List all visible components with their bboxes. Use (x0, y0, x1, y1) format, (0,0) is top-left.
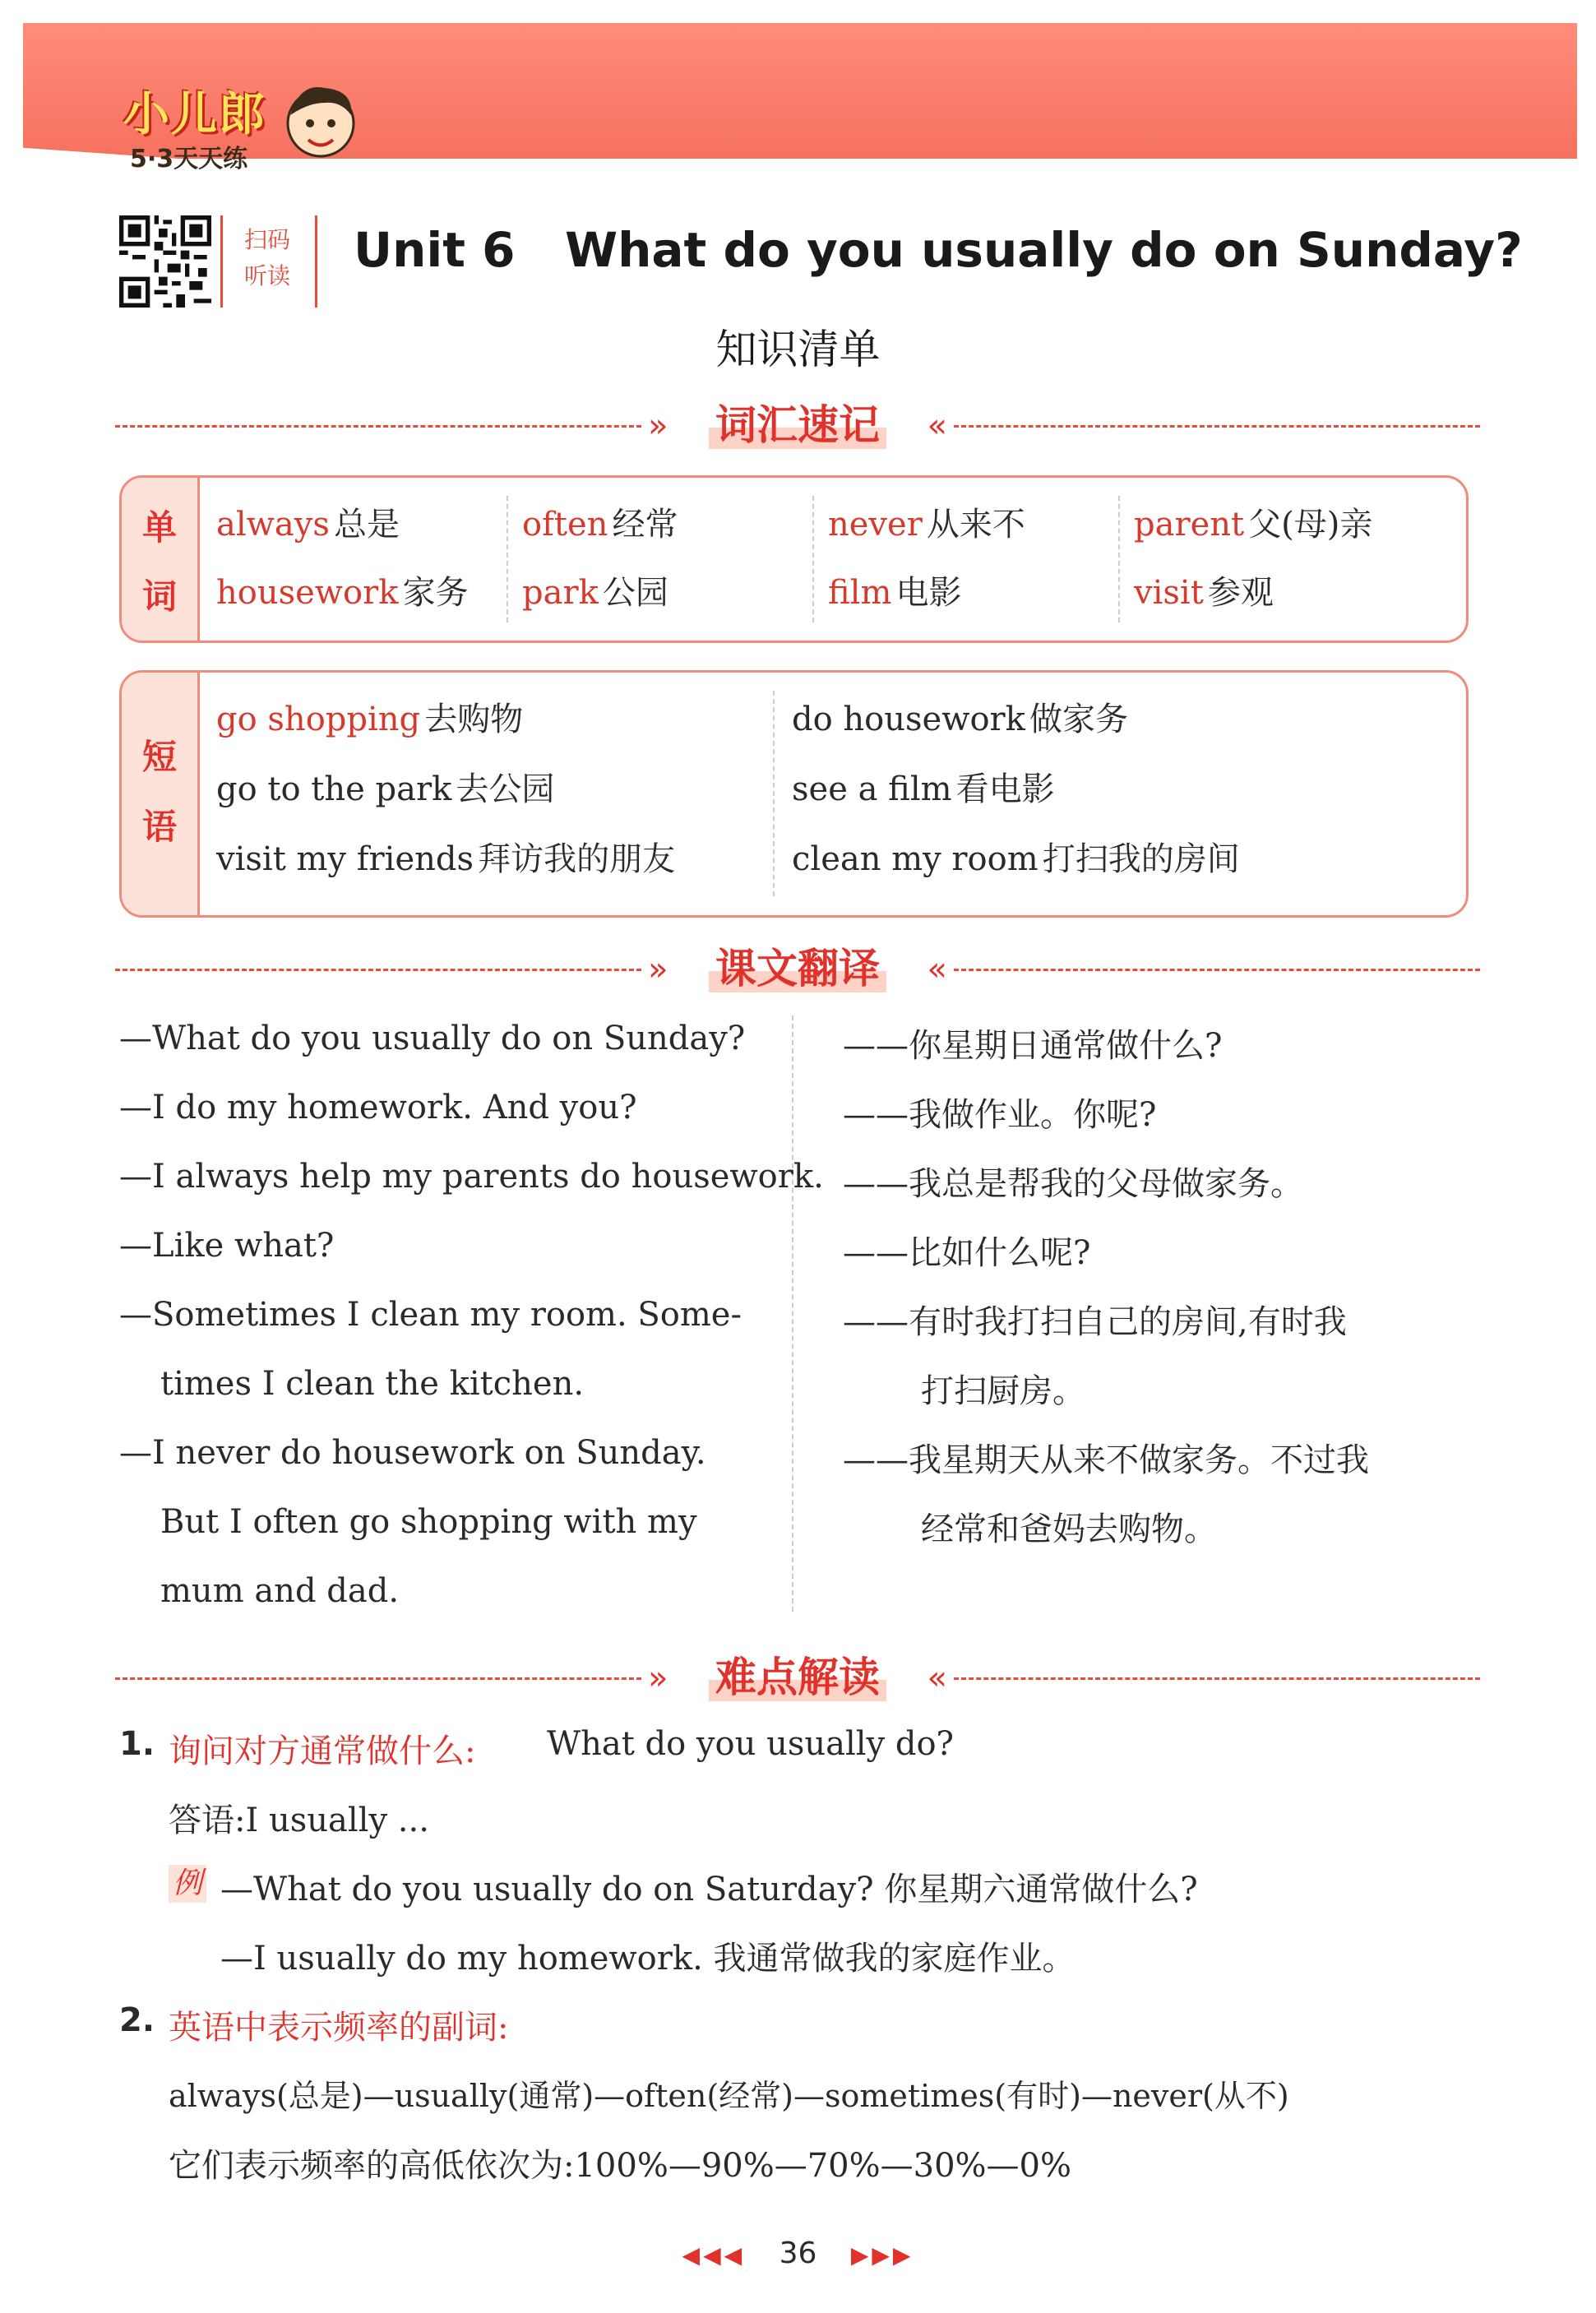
tag-char: 短 (141, 737, 177, 777)
dialogue-en-line: —I do my homework. And you? (119, 1089, 637, 1126)
dialogue-en-line: —I always help my parents do housework. (119, 1158, 824, 1196)
phrase-item: visit my friends 拜访我的朋友 (216, 840, 676, 878)
phrase-item: do housework 做家务 (792, 701, 1128, 738)
section-header-difficult (115, 1653, 1480, 1702)
brand-logo-subtitle: 5·3天天练 (130, 145, 248, 173)
phrase-item: go shopping 去购物 (216, 701, 524, 738)
arrow-left-icon: « (927, 1659, 947, 1697)
dialogue-en-line: times I clean the kitchen. (160, 1365, 585, 1403)
frequency-percentages: 它们表示频率的高低依次为:100%—90%—70%—30%—0% (169, 2147, 1072, 2185)
phrase-item: clean my room 打扫我的房间 (792, 840, 1240, 878)
section-title: 课文翻译 (709, 945, 886, 992)
qr-code-icon[interactable] (119, 215, 211, 308)
column-divider (792, 1015, 793, 1612)
page-footer (0, 2237, 1596, 2270)
tag-char: 词 (141, 576, 177, 617)
section-title: 词汇速记 (709, 401, 886, 449)
word-item: visit 参观 (1134, 574, 1274, 612)
unit-title: Unit 6 What do you usually do on Sunday? (354, 222, 1523, 278)
page-subtitle: 知识清单 (715, 326, 881, 373)
dialogue-en-line: mum and dad. (160, 1572, 400, 1610)
word-item: housework 家务 (216, 574, 469, 612)
point-title: 英语中表示频率的副词: (169, 2009, 509, 2047)
word-item: often 经常 (522, 506, 678, 544)
brand-logo: 小儿郎 (123, 88, 266, 141)
arrow-right-icon: » (648, 1659, 668, 1697)
phrase-item: see a film 看电影 (792, 770, 1055, 808)
dialogue-zh-line: ——你星期日通常做什么? (843, 1027, 1223, 1065)
section-title: 难点解读 (709, 1654, 886, 1701)
tag-char: 语 (141, 807, 177, 847)
dialogue-en-line: —Sometimes I clean my room. Some- (119, 1296, 742, 1334)
dialogue-en-line: —I never do housework on Sunday. (119, 1434, 706, 1472)
section-header-vocab (115, 400, 1480, 450)
dialogue-en-line: —Like what? (119, 1227, 335, 1265)
example-line: —What do you usually do on Saturday? 你星期六通常做什么? (220, 1871, 1198, 1908)
tag-char: 单 (141, 507, 177, 548)
phrase-item: go to the park 去公园 (216, 770, 555, 808)
words-tag (122, 478, 200, 641)
point-number: 1. (119, 1725, 155, 1763)
point-number: 2. (119, 2001, 155, 2039)
arrow-left-icon: « (927, 407, 947, 445)
dialogue-en-line: But I often go shopping with my (160, 1503, 697, 1541)
word-item: film 电影 (828, 574, 962, 612)
prev-arrows-icon: ◀◀◀ (682, 2241, 746, 2269)
dialogue-zh-line: ——比如什么呢? (843, 1234, 1091, 1272)
arrow-right-icon: » (648, 407, 668, 445)
section-header-translation (115, 944, 1480, 993)
example-icon: 例 (169, 1865, 206, 1903)
dialogue-zh-line: 打扫厨房。 (921, 1372, 1085, 1410)
dialogue-zh-line: ——我星期天从来不做家务。不过我 (843, 1441, 1369, 1479)
dialogue-zh-line: ——我总是帮我的父母做家务。 (843, 1165, 1303, 1203)
arrow-right-icon: » (648, 951, 668, 988)
point-example-question: What do you usually do? (547, 1725, 954, 1763)
point-title: 询问对方通常做什么: (169, 1732, 476, 1770)
example-line: —I usually do my homework. 我通常做我的家庭作业。 (220, 1940, 1076, 1978)
word-item: never 从来不 (828, 506, 1025, 544)
dialogue-zh-line: 经常和爸妈去购物。 (921, 1510, 1217, 1548)
arrow-left-icon: « (927, 951, 947, 988)
dialogue-zh-line: ——有时我打扫自己的房间,有时我 (843, 1303, 1347, 1341)
phrases-box (119, 670, 1469, 918)
point-answer: 答语:I usually ... (169, 1802, 429, 1839)
word-item: park 公园 (522, 574, 668, 612)
dialogue-en-line: —What do you usually do on Sunday? (119, 1020, 746, 1057)
dialogue-zh-line: ——我做作业。你呢? (843, 1096, 1157, 1134)
word-item: always 总是 (216, 506, 400, 544)
frequency-adverbs: always(总是)—usually(通常)—often(经常)—sometimes(有时)—never(从不) (169, 2078, 1289, 2114)
mascot-icon (275, 78, 366, 169)
scan-label: 扫码听读 (243, 226, 290, 289)
next-arrows-icon: ▶▶▶ (850, 2241, 914, 2269)
page-number: 36 (779, 2237, 817, 2270)
word-item: parent 父(母)亲 (1134, 506, 1373, 544)
phrases-tag (122, 673, 200, 915)
words-box (119, 475, 1469, 643)
